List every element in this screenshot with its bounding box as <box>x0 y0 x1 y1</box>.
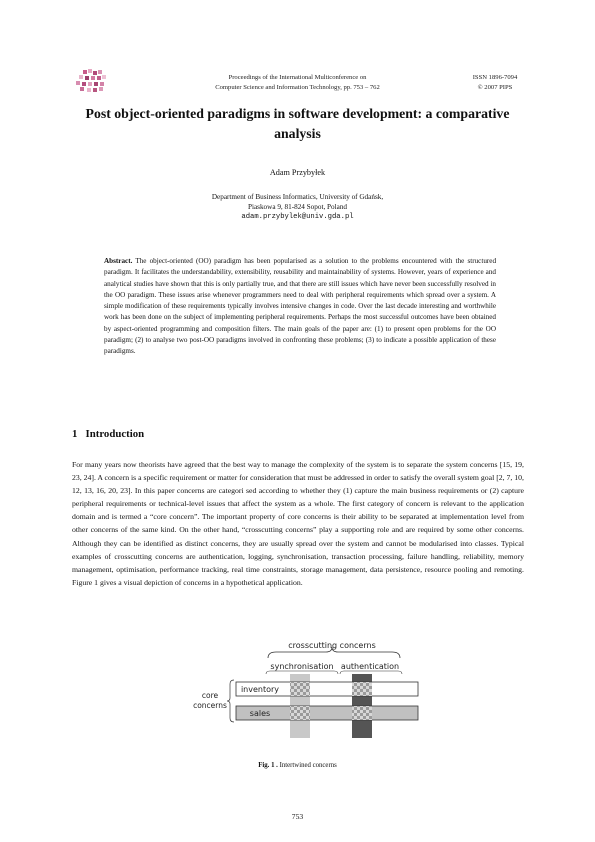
issn-block <box>455 73 535 92</box>
proceedings-line-2: Computer Science and Information Technology, pp. 753 – 762 <box>215 83 380 91</box>
crosscutting-concerns-label: crosscutting concerns <box>288 641 376 650</box>
logo-mosaic <box>76 69 106 92</box>
section-body: For many years now theorists have agreed that the best way to manage the complexity of the system is to separate the system concerns [15, 19, 23, 24]. A concern is a specific requirement or matter for consideration that must be addressed in order to satisfy the overall system goal [2, 7, 10, 12, 13, 16, 20, 23]. In this paper concerns are categori sed according to whether they (1) capture the main business requirements or (2) capture peripheral requirements or technical-level issues that affect the system as a whole. The first category of concern is relevant to the application domain and is termed a “core concern”. The important property of core concerns is their ability to be separated at implementation level from other concerns of the same kind. On the other hand, “crosscutting concerns” play a supporting role and are required by some other concerns. Although they can be identified as distinct concerns, they are usually spread over the system and cannot be modularised into classes. Typical examples of crosscutting concerns are authentication, logging, synchronisation, transaction processing, failure handling, reliability, memory management, optimisation, performance tracking, real time constraints, storage management, data persistence, resource pooling and remoting. Figure 1 gives a visual depiction of concerns in a hypothetical application. <box>72 460 524 587</box>
core-label-line-2: concerns <box>193 701 227 710</box>
sync-brace <box>266 671 338 674</box>
figure-intertwined-concerns <box>180 638 420 738</box>
affiliation-department: Department of Business Informatics, University of Gdańsk, <box>211 193 384 201</box>
author-name: Adam Przybyłek <box>269 168 326 177</box>
section-title: Introduction <box>85 428 145 440</box>
sales-sync-intersection <box>290 706 310 720</box>
page-number: 753 <box>291 812 304 821</box>
caption-label: Fig. 1 . <box>258 762 278 769</box>
caption-text: Intertwined concerns <box>279 762 337 769</box>
figure-caption <box>70 762 525 769</box>
inventory-label: inventory <box>240 685 280 694</box>
abstract <box>104 256 496 358</box>
copyright: © 2007 PIPS <box>477 83 513 91</box>
abstract-text: The object-oriented (OO) paradigm has been popularised as a solution to the problems encountered with the structured paradigm. It facilitates the understandability, extensibility, reusability and maintainability of systems. However, years of experience and analytical studies have shown that this is only partially true, and that there are still issues which have never been successfully resolved in the OO paradigm. These issues arise whenever programmers need to deal with peripheral requirements which spread over a system. A simple modification of these requirements typically involves intensive changes in code. Over the last decade interesting and worthwhile work has been done on the subject of implementing peripheral requirements. Perhaps the most successful outcomes have been obtained by aspect-oriented programming and composition filters. The main goals of the paper are: (1) to present open problems for the OO paradigm; (2) to analyse two post-OO paradigms involved in confronting these problems; (3) to indicate a possible application of these paradigms. <box>104 257 497 356</box>
affiliation-address: Piaskowa 9, 81-824 Sopot, Poland <box>247 203 348 211</box>
sales-label: sales <box>249 709 271 718</box>
authentication-label: authentication <box>340 662 400 671</box>
abstract-label: Abstract. <box>104 257 133 265</box>
section-heading <box>72 428 144 440</box>
inventory-auth-intersection <box>352 682 372 696</box>
inventory-sync-intersection <box>290 682 310 696</box>
sales-auth-intersection <box>352 706 372 720</box>
auth-brace <box>340 671 402 674</box>
paper-title: Post object-oriented paradigms in software development: a comparative analysis <box>85 106 510 141</box>
proceedings-header <box>180 73 415 92</box>
core-label-line-1: core <box>201 691 219 700</box>
author-email[interactable]: adam.przybylek@univ.gda.pl <box>241 213 354 221</box>
core-brace <box>227 680 234 722</box>
section-number: 1 <box>72 428 78 440</box>
synchronisation-label: synchronisation <box>270 662 334 671</box>
issn: ISSN 1896-7094 <box>472 74 518 81</box>
proceedings-line-1: Proceedings of the International Multiconference on <box>228 74 367 81</box>
pips-logo <box>71 68 111 96</box>
